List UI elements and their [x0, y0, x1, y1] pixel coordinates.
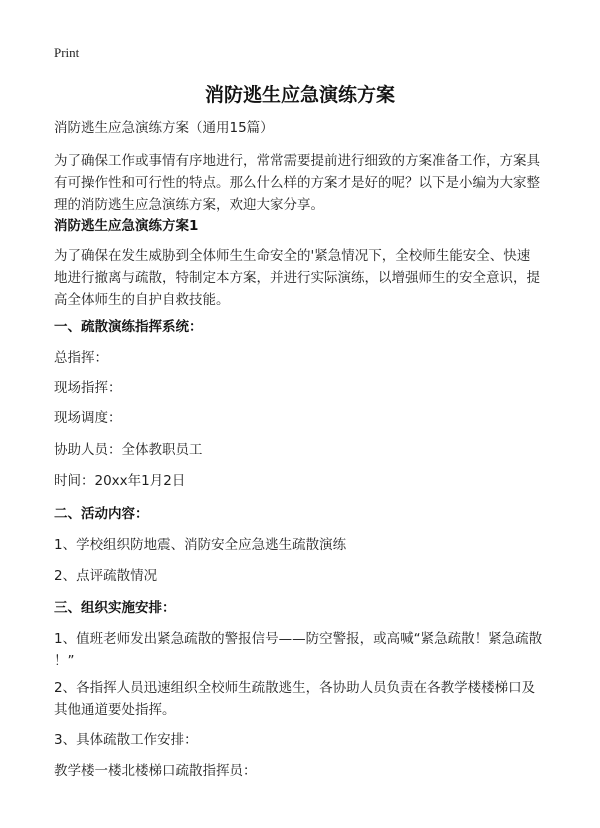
document-subtitle: 消防逃生应急演练方案（通用15篇） — [54, 120, 274, 136]
step-line: 其他通道要处指挥。 — [54, 702, 176, 718]
activity-item: 1、学校组织防地震、消防安全应急逃生疏散演练 — [54, 537, 347, 553]
step-3-line: 3、具体疏散工作安排： — [54, 732, 198, 748]
print-label: Print — [54, 45, 80, 60]
purpose-line: 地进行撤离与疏散，特制定本方案，并进行实际演练，以增强师生的安全意识，提 — [54, 270, 540, 286]
heading-organization: 三、组织实施安排： — [54, 600, 176, 616]
commander-line: 总指挥： — [54, 350, 108, 366]
assistants-line: 协助人员：全体教职员工 — [54, 442, 203, 458]
time-line: 时间：20xx年1月2日 — [54, 473, 186, 489]
step-line: 1、值班老师发出紧急疏散的警报信号——防空警报，或高喊“紧急疏散！紧急疏散 — [54, 631, 543, 647]
step-line: ！” — [54, 653, 75, 669]
document-title: 消防逃生应急演练方案 — [204, 84, 395, 106]
intro-paragraph — [54, 150, 550, 216]
step-2-paragraph — [54, 677, 550, 721]
section-title: 消防逃生应急演练方案1 — [54, 218, 199, 234]
step-1-paragraph — [54, 628, 550, 672]
purpose-line: 高全体师生的自护自救技能。 — [54, 292, 230, 308]
intro-line: 有可操作性和可行性的特点。那么什么样的方案才是好的呢？以下是小编为大家整 — [54, 175, 540, 191]
heading-activity: 二、活动内容： — [54, 506, 149, 522]
site-dispatch-line: 现场调度： — [54, 410, 122, 426]
step-line: 2、各指挥人员迅速组织全校师生疏散逃生，各协助人员负责在各教学楼楼梯口及 — [54, 680, 536, 696]
intro-line: 理的消防逃生应急演练方案，欢迎大家分享。 — [54, 197, 324, 213]
heading-command-system: 一、疏散演练指挥系统： — [54, 319, 203, 335]
purpose-line: 为了确保在发生威胁到全体师生生命安全的'紧急情况下，全校师生能安全、快速 — [54, 248, 531, 264]
purpose-paragraph — [54, 245, 550, 311]
site-commander-line: 现场指挥： — [54, 380, 122, 396]
last-line: 教学楼一楼北楼梯口疏散指挥员： — [54, 763, 257, 779]
activity-item: 2、点评疏散情况 — [54, 568, 158, 584]
intro-line: 为了确保工作或事情有序地进行，常常需要提前进行细致的方案准备工作，方案具 — [54, 153, 540, 169]
